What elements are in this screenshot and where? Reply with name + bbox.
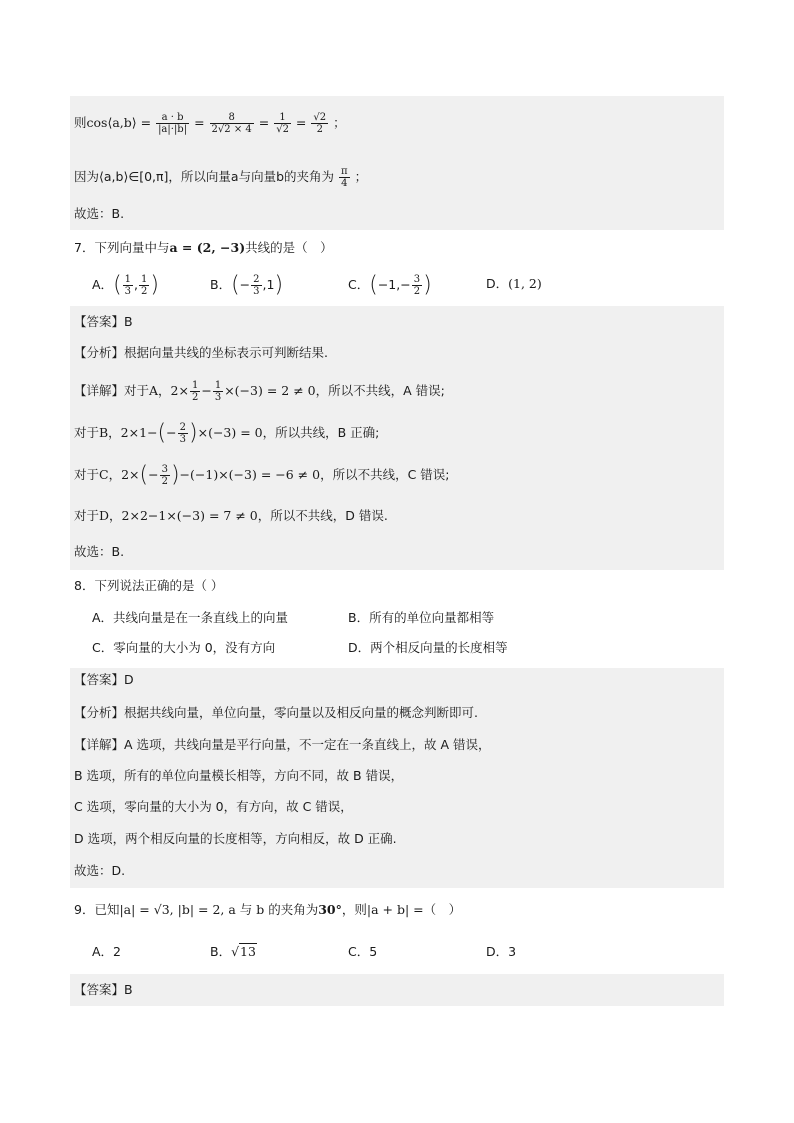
- q9-stem: 9．已知|a| = √3, |b| = 2, a 与 b 的夹角为30°，则|a + b| =（ ）: [74, 902, 462, 917]
- q8-option-b: B．所有的单位向量都相等: [348, 610, 495, 625]
- q8-detail-1: 【详解】A 选项，共线向量是平行向量，不一定在一条直线上，故 A 错误，: [74, 737, 491, 752]
- q7-detail-c: 对于C，2×(− $\frac{3}{2}$ )−(−1)×(−3) = −6 ≠ 0，所以不共线，C 错误;: [74, 462, 450, 488]
- q7-option-a: A．( $\frac{1}{3}$ , $\frac{1}{2}$ ): [92, 272, 159, 298]
- q8-detail-4: D 选项，两个相反向量的长度相等，方向相反，故 D 正确.: [74, 831, 397, 846]
- q9-option-c: C．5: [348, 944, 378, 959]
- q8-option-c: C．零向量的大小为 0，没有方向: [92, 640, 276, 655]
- q6-angle-line: 因为⟨a,b⟩∈[0,π]，所以向量a与向量b的夹角为 $\frac{\pi}{4}$ ；: [74, 166, 368, 189]
- q8-option-d: D．两个相反向量的长度相等: [348, 640, 508, 655]
- q9-option-b: B．√13: [210, 944, 256, 959]
- question-7: [70, 234, 724, 306]
- q7-option-b: B．(− $\frac{2}{3}$ ,1): [210, 272, 284, 298]
- q7-detail-d: 对于D，2×2−1×(−3) = 7 ≠ 0，所以不共线，D 错误.: [74, 508, 388, 523]
- q8-detail-2: B 选项，所有的单位向量模长相等，方向不同，故 B 错误，: [74, 768, 404, 783]
- q8-stem: 8．下列说法正确的是（ ）: [74, 578, 224, 593]
- q9-answer: 【答案】B: [74, 982, 133, 997]
- q8-answer-block: [70, 668, 724, 888]
- q7-analysis: 【分析】根据向量共线的坐标表示可判断结果.: [74, 345, 328, 360]
- fraction-root2-over-2: $\frac{√2}{2}$: [313, 112, 327, 135]
- question-9: [70, 890, 724, 974]
- fraction-pi-over-4: $\frac{\pi}{4}$: [341, 166, 348, 189]
- q9-option-d: D．3: [486, 944, 517, 959]
- q7-answer-block: [70, 306, 724, 570]
- q8-answer: 【答案】D: [74, 672, 134, 687]
- q7-stem: 7．下列向量中与a = (2, −3)共线的是（ ）: [74, 240, 333, 255]
- q8-option-a: A．共线向量是在一条直线上的向量: [92, 610, 289, 625]
- q7-option-d: D．(1, 2): [486, 276, 542, 291]
- fraction-8: $\frac{8}{2√2 \times 4}$: [211, 112, 252, 135]
- q6-solution-block: [70, 96, 724, 230]
- q8-detail-3: C 选项，零向量的大小为 0，有方向，故 C 错误，: [74, 799, 353, 814]
- q9-answer-block: [70, 974, 724, 1006]
- question-8: [70, 570, 724, 668]
- cos-prefix: 则cos⟨a,b⟩ =: [74, 115, 152, 130]
- q6-cos-line: 则cos⟨a,b⟩ = $\frac{a \cdot b}{|a|\cdot|b|}$ = $\frac{8}{2√2 \times 4}$ = $\frac{1}{√2}$ = $\frac{√2}{2}$ ；: [74, 112, 346, 135]
- q7-choice: 故选：B.: [74, 544, 125, 559]
- q7-detail-b: 对于B，2×1−(− $\frac{2}{3}$ )×(−3) = 0，所以共线，B 正确;: [74, 420, 380, 446]
- fraction-1-over-root2: $\frac{1}{√2}$: [276, 112, 289, 135]
- q7-answer: 【答案】B: [74, 314, 133, 329]
- q8-analysis: 【分析】根据共线向量，单位向量，零向量以及相反向量的概念判断即可.: [74, 705, 478, 720]
- fraction-dot-product: $\frac{a \cdot b}{|a|\cdot|b|}$: [158, 112, 188, 135]
- q6-choice: 故选：B.: [74, 206, 125, 221]
- q9-option-a: A．2: [92, 944, 122, 959]
- q8-choice: 故选：D.: [74, 863, 126, 878]
- q7-option-c: C．(−1,− $\frac{3}{2}$ ): [348, 272, 432, 298]
- q7-detail-a: 【详解】对于A，2× $\frac{1}{2}$ − $\frac{1}{3}$ ×(−3) = 2 ≠ 0，所以不共线，A 错误;: [74, 380, 445, 403]
